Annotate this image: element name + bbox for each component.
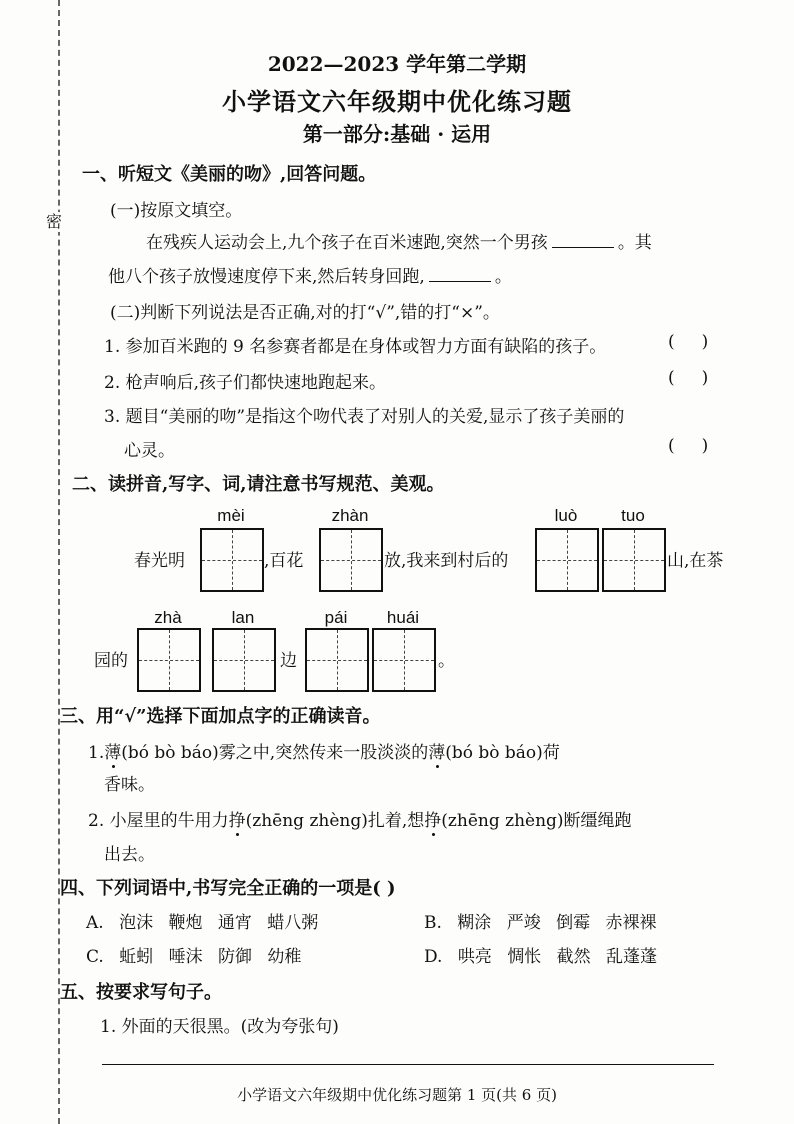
pinyin-tuo: tuo — [621, 506, 645, 525]
section-3-title: 三、用“√”选择下面加点字的正确读音。 — [60, 706, 381, 727]
row1-text-d: 山,在茶 — [667, 551, 724, 571]
reading-question-2: 2. 小屋里的牛用力挣(zhēng zhèng)扎着,想挣(zhēng zhèng)断缰绳跑 — [88, 811, 632, 831]
fill-text-d: 。 — [494, 267, 512, 287]
dotted-char-zheng-1: 挣 — [228, 811, 246, 831]
answer-blank-1[interactable] — [552, 246, 614, 248]
fill-text-b: 。其 — [617, 233, 652, 253]
row1-text-a: 春光明 — [134, 551, 185, 571]
sub-question-2: (二)判断下列说法是否正确,对的打“√”,错的打“×”。 — [110, 303, 500, 323]
answer-paren-1[interactable]: ( ) — [668, 332, 709, 352]
pinyin-mei: mèi — [217, 506, 245, 525]
answer-blank-2[interactable] — [429, 280, 491, 282]
option-a: A. 泡沫 鞭炮 通宵 蜡八粥 — [86, 913, 319, 933]
pinyin-huai: huái — [386, 608, 420, 627]
semester-heading: 2022—2023 学年第二学期 — [267, 52, 527, 76]
pinyin-lan: lan — [231, 608, 255, 627]
writing-box-luo[interactable] — [535, 528, 599, 592]
row1-text-b: ,百花 — [264, 551, 304, 571]
pinyin-zhan: zhàn — [331, 506, 369, 525]
writing-box-tuo[interactable] — [602, 528, 666, 592]
page-footer: 小学语文六年级期中优化练习题第 1 页(共 6 页) — [237, 1086, 557, 1104]
reading-question-1: 1.薄(bó bò báo)雾之中,突然传来一股淡淡的薄(bó bò báo)荷 — [88, 743, 560, 763]
seal-mark: 密 — [46, 212, 63, 231]
judge-question-2: 2. 枪声响后,孩子们都快速地跑起来。 — [104, 373, 387, 393]
writing-box-pai[interactable] — [305, 628, 369, 692]
reading-question-2-cont: 出去。 — [104, 845, 155, 865]
writing-box-lan[interactable] — [212, 628, 276, 692]
pinyin-zha: zhà — [154, 608, 182, 627]
exam-title: 小学语文六年级期中优化练习题 — [222, 87, 572, 116]
fill-line-1 — [146, 228, 652, 253]
answer-paren-2[interactable]: ( ) — [668, 368, 709, 388]
rewrite-instruction: (改为夸张句) — [240, 1017, 339, 1037]
fill-text-c: 他八个孩子放慢速度停下来,然后转身回跑, — [108, 267, 425, 287]
option-b: B. 糊涂 严竣 倒霉 赤裸裸 — [424, 913, 657, 933]
row2-text-a: 园的 — [94, 651, 128, 671]
section-1-title: 一、听短文《美丽的吻》,回答问题。 — [82, 164, 377, 185]
dotted-char-bo-1: 薄 — [104, 743, 122, 763]
fill-line-2 — [108, 262, 512, 287]
answer-paren-3[interactable]: ( ) — [668, 436, 709, 456]
judge-question-1: 1. 参加百米跑的 9 名参赛者都是在身体或智力方面有缺陷的孩子。 — [104, 337, 607, 357]
part-heading: 第一部分:基础 · 运用 — [302, 122, 492, 146]
writing-box-mei[interactable] — [200, 528, 264, 592]
footer-rule — [102, 1064, 714, 1065]
option-d: D. 哄亮 惆怅 截然 乱蓬蓬 — [424, 947, 658, 967]
section-5-title: 五、按要求写句子。 — [60, 982, 222, 1003]
rewrite-question-1: 1. 外面的天很黑。(改为夸张句) — [100, 1017, 339, 1037]
section-2-title: 二、读拼音,写字、词,请注意书写规范、美观。 — [72, 474, 445, 495]
dotted-char-bo-2: 薄 — [428, 743, 446, 763]
writing-box-huai[interactable] — [372, 628, 436, 692]
option-c: C. 蚯蚓 唾沫 防御 幼稚 — [86, 947, 302, 967]
row1-text-c: 放,我来到村后的 — [384, 551, 509, 571]
judge-question-3-cont: 心灵。 — [124, 441, 175, 461]
fill-text-a: 在残疾人运动会上,九个孩子在百米速跑,突然一个男孩 — [146, 233, 548, 253]
writing-box-zha[interactable] — [137, 628, 201, 692]
sub-question-1: (一)按原文填空。 — [110, 201, 243, 221]
writing-box-zhan[interactable] — [319, 528, 383, 592]
pinyin-luo: luò — [554, 506, 578, 525]
row2-text-b: 边 — [280, 651, 297, 671]
reading-question-1-cont: 香味。 — [104, 775, 155, 795]
judge-question-3: 3. 题目“美丽的吻”是指这个吻代表了对别人的关爱,显示了孩子美丽的 — [104, 407, 625, 427]
section-4-title: 四、下列词语中,书写完全正确的一项是( ) — [60, 878, 396, 899]
binding-dashed-line — [58, 0, 60, 1124]
row2-text-c: 。 — [438, 651, 455, 671]
dotted-char-zheng-2: 挣 — [424, 811, 442, 831]
pinyin-pai: pái — [324, 608, 348, 627]
